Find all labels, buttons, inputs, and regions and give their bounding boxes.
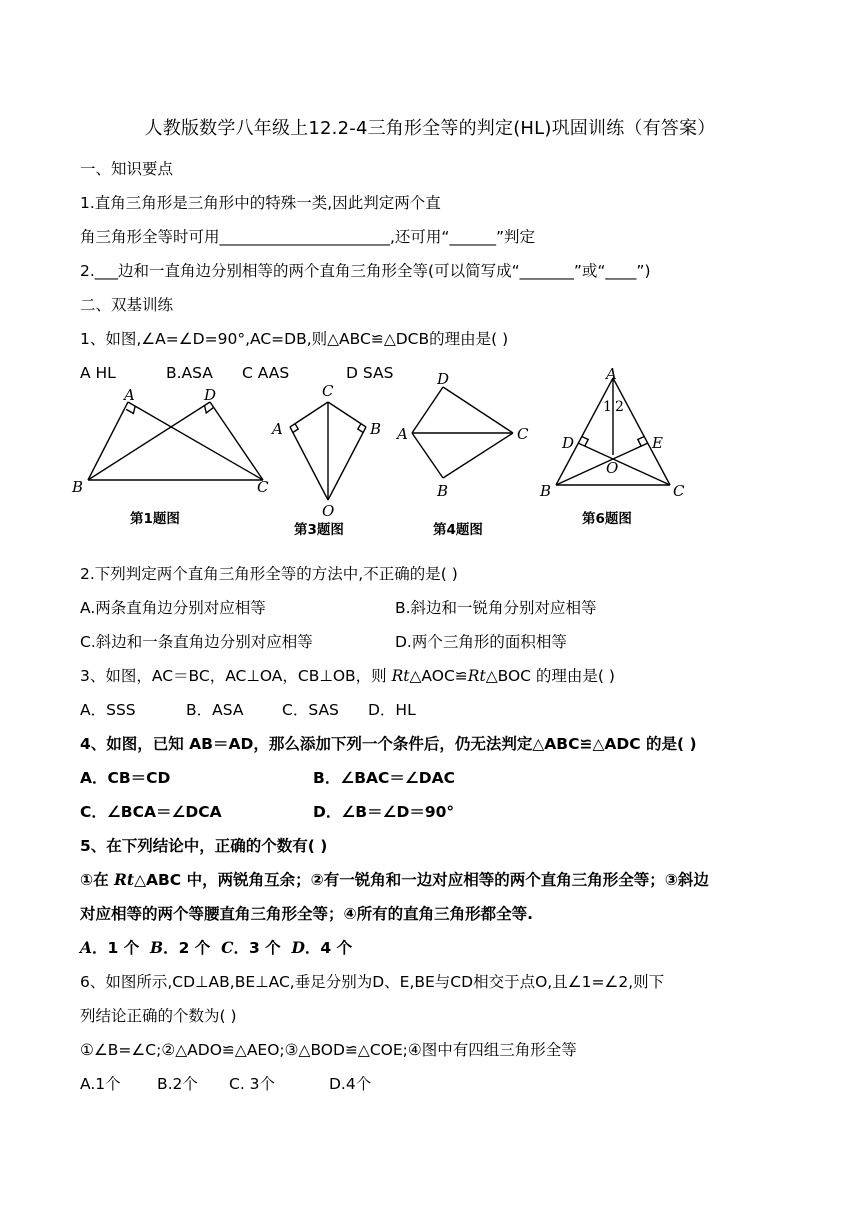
q5-line1-pre: ①在 (80, 871, 115, 889)
q3-stem-pre: 3、如图，AC＝BC，AC⊥OA，CB⊥OB，则 (80, 667, 392, 685)
fig6-label-b: B (540, 482, 552, 500)
q4-option-d: D．∠B＝∠D＝90° (313, 803, 455, 821)
q4-option-b: B．∠BAC＝∠DAC (313, 769, 456, 787)
fig6-label-c: C (673, 482, 685, 500)
figure-3 (290, 402, 366, 500)
q2-option-a: A.两条直角边分别对应相等 (80, 599, 266, 617)
q2-option-c: C.斜边和一条直角边分别对应相等 (80, 633, 313, 651)
figure-4 (412, 387, 513, 478)
q5-option-a-text: ．1 个 (92, 939, 140, 957)
fig6-label-1: 1 (603, 399, 612, 415)
fig1-label-a: A (124, 386, 135, 404)
q5-option-b-letter: B (150, 938, 164, 957)
q6-option-b: B.2个 (157, 1075, 198, 1093)
fig6-label-e: E (652, 434, 663, 452)
q5-option-d-text: ．4 个 (304, 939, 353, 957)
q6-option-d: D.4个 (329, 1075, 372, 1093)
q6-stem-line1: 6、如图所示,CD⊥AB,BE⊥AC,垂足分别为D、E,BE与CD相交于点O,且∠1=∠2,则下 (80, 973, 665, 991)
fig4-label-d: D (437, 370, 450, 388)
caption-fig4: 第4题图 (433, 522, 483, 538)
q5-stem: 5、在下列结论中，正确的个数有( ) (80, 837, 328, 855)
fig6-label-o: O (606, 459, 619, 477)
q2-stem: 2.下列判定两个直角三角形全等的方法中,不正确的是( ) (80, 565, 458, 583)
fig3-label-c: C (322, 382, 334, 400)
q1-stem: 1、如图,∠A=∠D=90°,AC=DB,则△ABC≌△DCB的理由是( ) (80, 330, 509, 348)
page-title: 人教版数学八年级上12.2-4三角形全等的判定(HL)巩固训练（有答案） (144, 118, 716, 139)
q6-statements: ①∠B=∠C;②△ADO≌△AEO;③△BOD≌△COE;④图中有四组三角形全等 (80, 1041, 577, 1059)
q3-stem-mid: △AOC≌ (409, 667, 468, 685)
q3-options (80, 699, 416, 721)
q2-option-d: D.两个三角形的面积相等 (395, 633, 567, 651)
q5-option-b-text: ．2 个 (163, 939, 211, 957)
fig6-label-2: 2 (615, 399, 624, 415)
fig4-label-b: B (437, 482, 449, 500)
caption-fig1: 第1题图 (130, 511, 180, 527)
q5-option-d-letter: D (291, 938, 305, 957)
section-2-heading: 二、双基训练 (80, 296, 174, 314)
q3-stem (80, 665, 615, 687)
q5-options (80, 937, 352, 959)
q3-option-d: D．HL (368, 701, 416, 719)
section-1-heading: 一、知识要点 (80, 160, 174, 178)
q5-line2: 对应相等的两个等腰直角三角形全等；④所有的直角三角形都全等. (80, 905, 534, 923)
q5-option-c-letter: C (221, 938, 234, 957)
q5-rt: Rt (114, 870, 135, 889)
q3-option-c: C．SAS (282, 701, 339, 719)
q6-stem-line2: 列结论正确的个数为( ) (80, 1007, 237, 1025)
fig4-label-a: A (397, 425, 408, 443)
q6-options (80, 1073, 371, 1095)
fig3-label-b: B (370, 420, 382, 438)
q3-option-a: A．SSS (80, 701, 136, 719)
q1-option-a: A HL (80, 364, 116, 382)
q3-stem-post: △BOC 的理由是( ) (485, 667, 615, 685)
fig1-label-c: C (257, 478, 269, 496)
fig3-label-o: O (322, 502, 335, 520)
q3-option-b: B．ASA (186, 701, 244, 719)
q5-option-a-letter: A (80, 938, 93, 957)
knowledge-q1-line2: 角三角形全等时可用______________________,还可用“______”判定 (80, 228, 535, 246)
knowledge-q1-line1: 1.直角三角形是三角形中的特殊一类,因此判定两个直 (80, 194, 441, 212)
q3-rt-1: Rt (391, 667, 410, 685)
q4-stem: 4、如图，已知 AB＝AD，那么添加下列一个条件后，仍无法判定△ABC≌△ADC 的是( ) (80, 735, 697, 753)
caption-fig3: 第3题图 (294, 522, 344, 538)
fig4-label-c: C (517, 425, 529, 443)
q3-rt-2: Rt (467, 667, 486, 685)
q4-option-a: A．CB＝CD (80, 769, 171, 787)
q5-option-c-text: ．3 个 (233, 939, 281, 957)
fig1-label-b: B (72, 478, 84, 496)
q1-option-c: C AAS (242, 364, 290, 382)
q4-option-c: C．∠BCA＝∠DCA (80, 803, 222, 821)
knowledge-q2: 2.___边和一直角边分别相等的两个直角三角形全等(可以简写成“_______”或“____”) (80, 262, 651, 280)
caption-fig6: 第6题图 (582, 511, 632, 527)
q5-line1 (80, 869, 709, 891)
fig3-label-a: A (272, 420, 283, 438)
fig6-label-d: D (562, 434, 575, 452)
figure-1 (88, 402, 263, 480)
q6-option-a: A.1个 (80, 1075, 121, 1093)
q1-option-d: D SAS (346, 364, 394, 382)
q6-option-c: C. 3个 (229, 1075, 276, 1093)
fig6-label-a: A (606, 365, 617, 383)
fig1-label-d: D (204, 386, 217, 404)
q2-option-b: B.斜边和一锐角分别对应相等 (395, 599, 597, 617)
q1-option-b: B.ASA (166, 364, 213, 382)
q5-line1-post: △ABC 中，两锐角互余；②有一锐角和一边对应相等的两个直角三角形全等；③斜边 (134, 871, 709, 889)
